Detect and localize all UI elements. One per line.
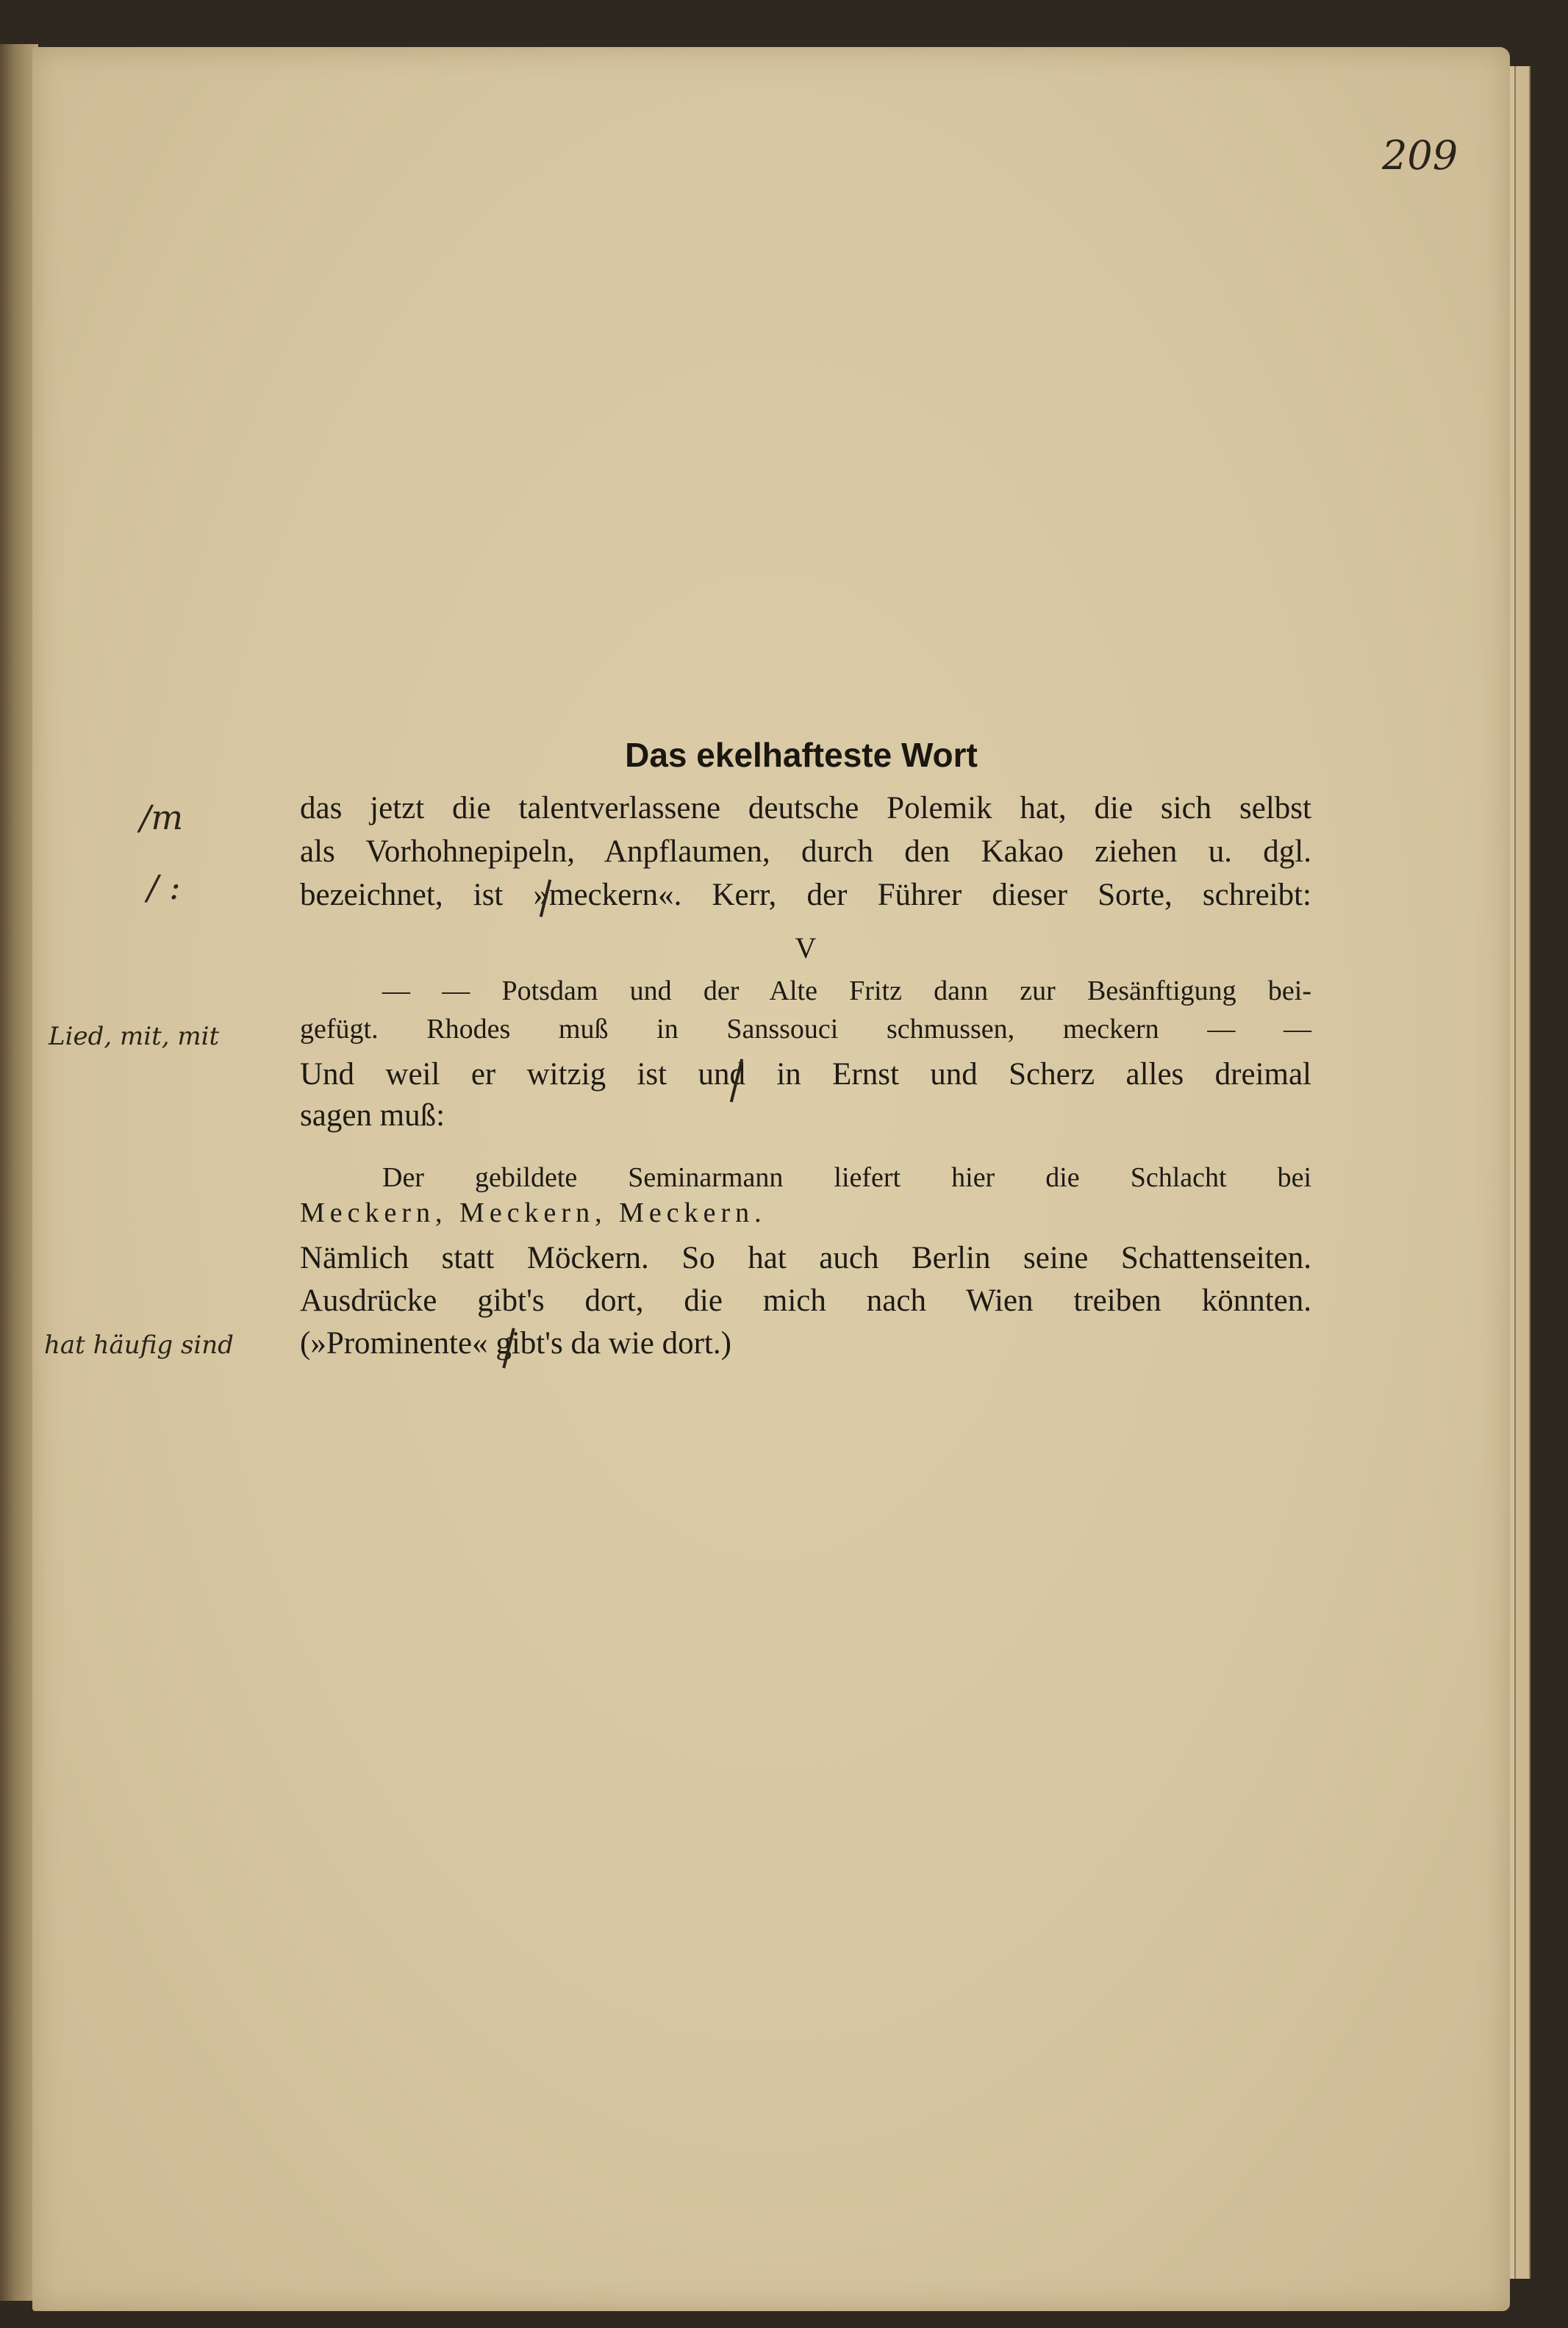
- margin-note: Lied, mit, mit: [49, 1022, 220, 1051]
- text-line: als Vorhohnepipeln, Anpflaumen, durch den Kakao ziehen u. dgl.: [300, 834, 1311, 869]
- text-line: (»Prominente« gibt's da wie dort.): [300, 1326, 731, 1361]
- quote-line: — — Potsdam und der Alte Fritz dann zur Besänftigung bei-: [382, 975, 1311, 1006]
- quote-line: Der gebildete Seminarmann liefert hier die Schlacht bei: [382, 1162, 1311, 1193]
- folio-number: 209: [1382, 132, 1458, 179]
- text-line: bezeichnet, ist »meckern«. Kerr, der Führer dieser Sorte, schreibt:: [300, 878, 1311, 912]
- margin-note: / :: [147, 867, 181, 907]
- section-marker: V: [795, 931, 817, 964]
- text-line: sagen muß:: [300, 1098, 445, 1133]
- page-heading: Das ekelhafteste Wort: [625, 736, 978, 774]
- text-line: das jetzt die talentverlassene deutsche Polemik hat, die sich selbst: [300, 791, 1311, 825]
- text-line: Nämlich statt Möckern. So hat auch Berlin seine Schattenseiten.: [300, 1241, 1311, 1275]
- quote-line: Meckern, Meckern, Meckern.: [300, 1197, 767, 1228]
- text-line: Und weil er witzig ist und in Ernst und Scherz alles dreimal: [300, 1057, 1311, 1092]
- margin-note: hat häufig sind: [44, 1330, 234, 1360]
- margin-note: /m: [140, 798, 184, 837]
- text-line: Ausdrücke gibt's dort, die mich nach Wien treiben könnten.: [300, 1283, 1311, 1318]
- quote-line: gefügt. Rhodes muß in Sanssouci schmussen, meckern — —: [300, 1014, 1311, 1045]
